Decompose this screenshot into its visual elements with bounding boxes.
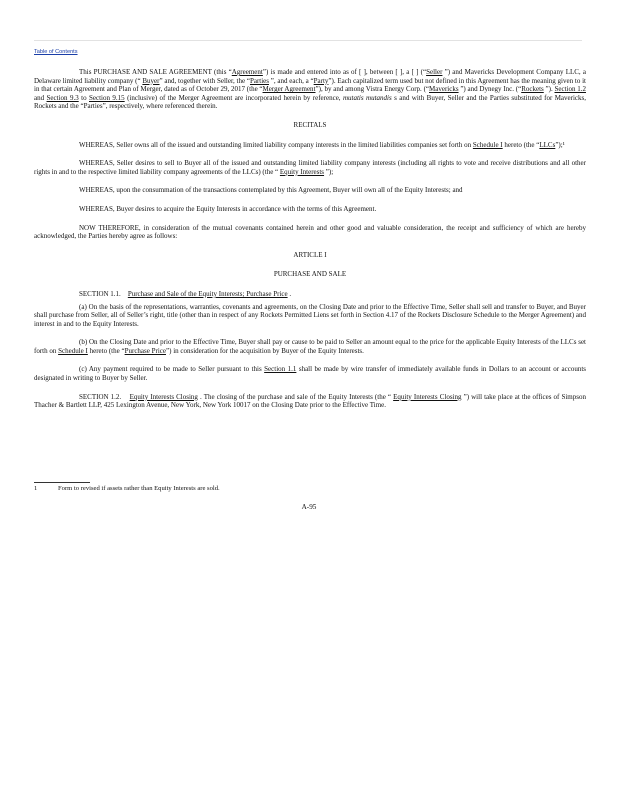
- whereas-paragraph-3: WHEREAS, upon the consummation of the transactions contemplated by this Agreement, Buyer will own all of the Equity Interests; and: [79, 186, 463, 195]
- text: .: [287, 289, 292, 298]
- defined-term: Equity Interests: [279, 167, 325, 176]
- defined-term: Buyer: [142, 76, 160, 85]
- defined-term: Rockets: [521, 85, 544, 94]
- footnote-rule: [34, 482, 90, 483]
- schedule-reference: Schedule I: [472, 140, 503, 149]
- whereas-paragraph-1: [34, 141, 586, 150]
- footnote-number: 1: [34, 485, 38, 492]
- section-reference: Section 1.1: [264, 365, 297, 374]
- table-of-contents-link[interactable]: Table of Contents: [34, 49, 78, 55]
- text: ”), by and among Vistra Energy Corp. (“: [315, 85, 430, 94]
- text: WHEREAS, Seller desires to sell to Buyer all of the issued and outstanding limited liability company interests (including all rights to vote and receive distributions and all other rights in and to the respective limited liability company agreements of the LLCs) (the “: [34, 159, 586, 176]
- header-rule: [34, 40, 582, 41]
- schedule-reference: Schedule I: [58, 346, 88, 355]
- defined-term: Party: [313, 76, 329, 85]
- footnote-text: Form to revised if assets rather than Equity Interests are sold.: [58, 485, 220, 492]
- text: ”) will take place at the offices of Simpson Thacher & Bartlett LLP, 425 Lexington Avenue, New York, New York 10017 on the Closing Date prior to the Effective Time.: [34, 392, 586, 410]
- text: . The closing of the purchase and sale of the Equity Interests (the “: [197, 392, 394, 401]
- defined-term: Seller: [426, 68, 443, 76]
- article-heading: ARTICLE I: [293, 250, 327, 259]
- text: to: [78, 93, 89, 102]
- section-reference: Section 9.15: [89, 93, 125, 102]
- text: ”).: [543, 85, 555, 94]
- latin-phrase: mutatis mutandis: [342, 93, 392, 102]
- section-1-1-heading: [34, 290, 586, 299]
- text: ”);¹: [555, 140, 565, 149]
- text: (inclusive) of the Merger Agreement are incorporated herein by reference,: [124, 93, 343, 102]
- section-number: SECTION 1.1.: [79, 289, 121, 298]
- defined-term: Parties: [249, 76, 270, 85]
- defined-term: Merger Agreement: [262, 85, 316, 94]
- section-reference: Section 9.3: [46, 93, 79, 102]
- defined-term: Equity Interests Closing: [393, 392, 462, 401]
- now-therefore-paragraph: NOW THEREFORE, in consideration of the mutual covenants contained herein and other good and valuable consideration, the receipt and sufficiency of which are hereby acknowledged, the Parties hereby agree as follows:: [34, 223, 586, 241]
- whereas-paragraph-4: WHEREAS, Buyer desires to acquire the Equity Interests in accordance with the terms of this Agreement.: [79, 204, 377, 213]
- defined-term: Agreement: [231, 68, 263, 76]
- text: and: [34, 93, 47, 102]
- text: (b) On the Closing Date and prior to the Effective Time, Buyer shall pay or cause to be paid to Seller an amount equal to the price for the applicable Equity Interests of the LLCs set forth on: [34, 338, 586, 355]
- text: ” and, together with Seller, the “: [159, 76, 250, 85]
- intro-paragraph: [34, 68, 586, 111]
- recitals-heading: RECITALS: [293, 120, 327, 129]
- text: ”) and Dynegy Inc. (“: [458, 85, 522, 94]
- paragraph-c: [34, 365, 586, 382]
- defined-term: Mavericks: [429, 85, 459, 94]
- text: hereto (the “: [502, 140, 540, 149]
- defined-term: LLCs: [539, 140, 556, 149]
- paragraph-a: (a) On the basis of the representations, warranties, covenants and agreements, on the Closing Date and prior to the Effective Time, Seller shall sell and transfer to Buyer, and Buyer shall purchase from Seller, all of Seller’s right, title (other than in respect of any Rockets Permitted Liens set forth in Section 4.17 of the Rockets Disclosure Schedule to the Merger Agreement) and interest in and to the Equity Interests.: [34, 302, 586, 328]
- footnote: [34, 485, 220, 492]
- text: hereto (the “: [87, 346, 125, 355]
- text: ”) and Mavericks Development Company LLC, a Delaware limited liability company (“: [34, 68, 586, 85]
- text: ”). Each capitalized term used but not defined in this Agreement has the meaning given to it in that certain Agreement and Plan of Merger, dated as of October 29, 2017 (the “: [34, 76, 586, 94]
- text: s and with Buyer, Seller and the Parties substituted for Mavericks, Rockets and the “Parties”, respectively, where referenced therein.: [34, 93, 586, 111]
- text: ”) in consideration for the acquisition by Buyer of the Equity Interests.: [166, 346, 364, 355]
- paragraph-b: [34, 338, 586, 355]
- text: shall be made by wire transfer of immediately available funds in Dollars to an account or accounts designated in writing to Buyer by Seller.: [34, 365, 586, 383]
- text: ”) is made and entered into as of [ ], between [ ], a [ ] (“: [262, 68, 427, 76]
- section-title: Equity Interests Closing: [129, 392, 198, 401]
- text: This PURCHASE AND SALE AGREEMENT (this “: [79, 68, 232, 76]
- section-reference: Section 1.2: [554, 85, 586, 94]
- section-title: Purchase and Sale of the Equity Interests; Purchase Price: [127, 289, 288, 298]
- document-body: [34, 68, 586, 420]
- defined-term: Purchase Price: [124, 346, 166, 355]
- text: ”);: [324, 167, 334, 176]
- section-number: SECTION 1.2.: [79, 392, 122, 401]
- text: WHEREAS, Seller owns all of the issued and outstanding limited liability company interests in the limited liabilities companies set forth on: [79, 140, 473, 149]
- text: ”, and each, a “: [269, 76, 314, 85]
- page-number: A-95: [301, 503, 317, 511]
- article-title: PURCHASE AND SALE: [273, 270, 347, 279]
- whereas-paragraph-2: [34, 159, 586, 176]
- text: (c) Any payment required to be made to Seller pursuant to this: [79, 365, 265, 374]
- section-1-2-paragraph: [34, 393, 586, 410]
